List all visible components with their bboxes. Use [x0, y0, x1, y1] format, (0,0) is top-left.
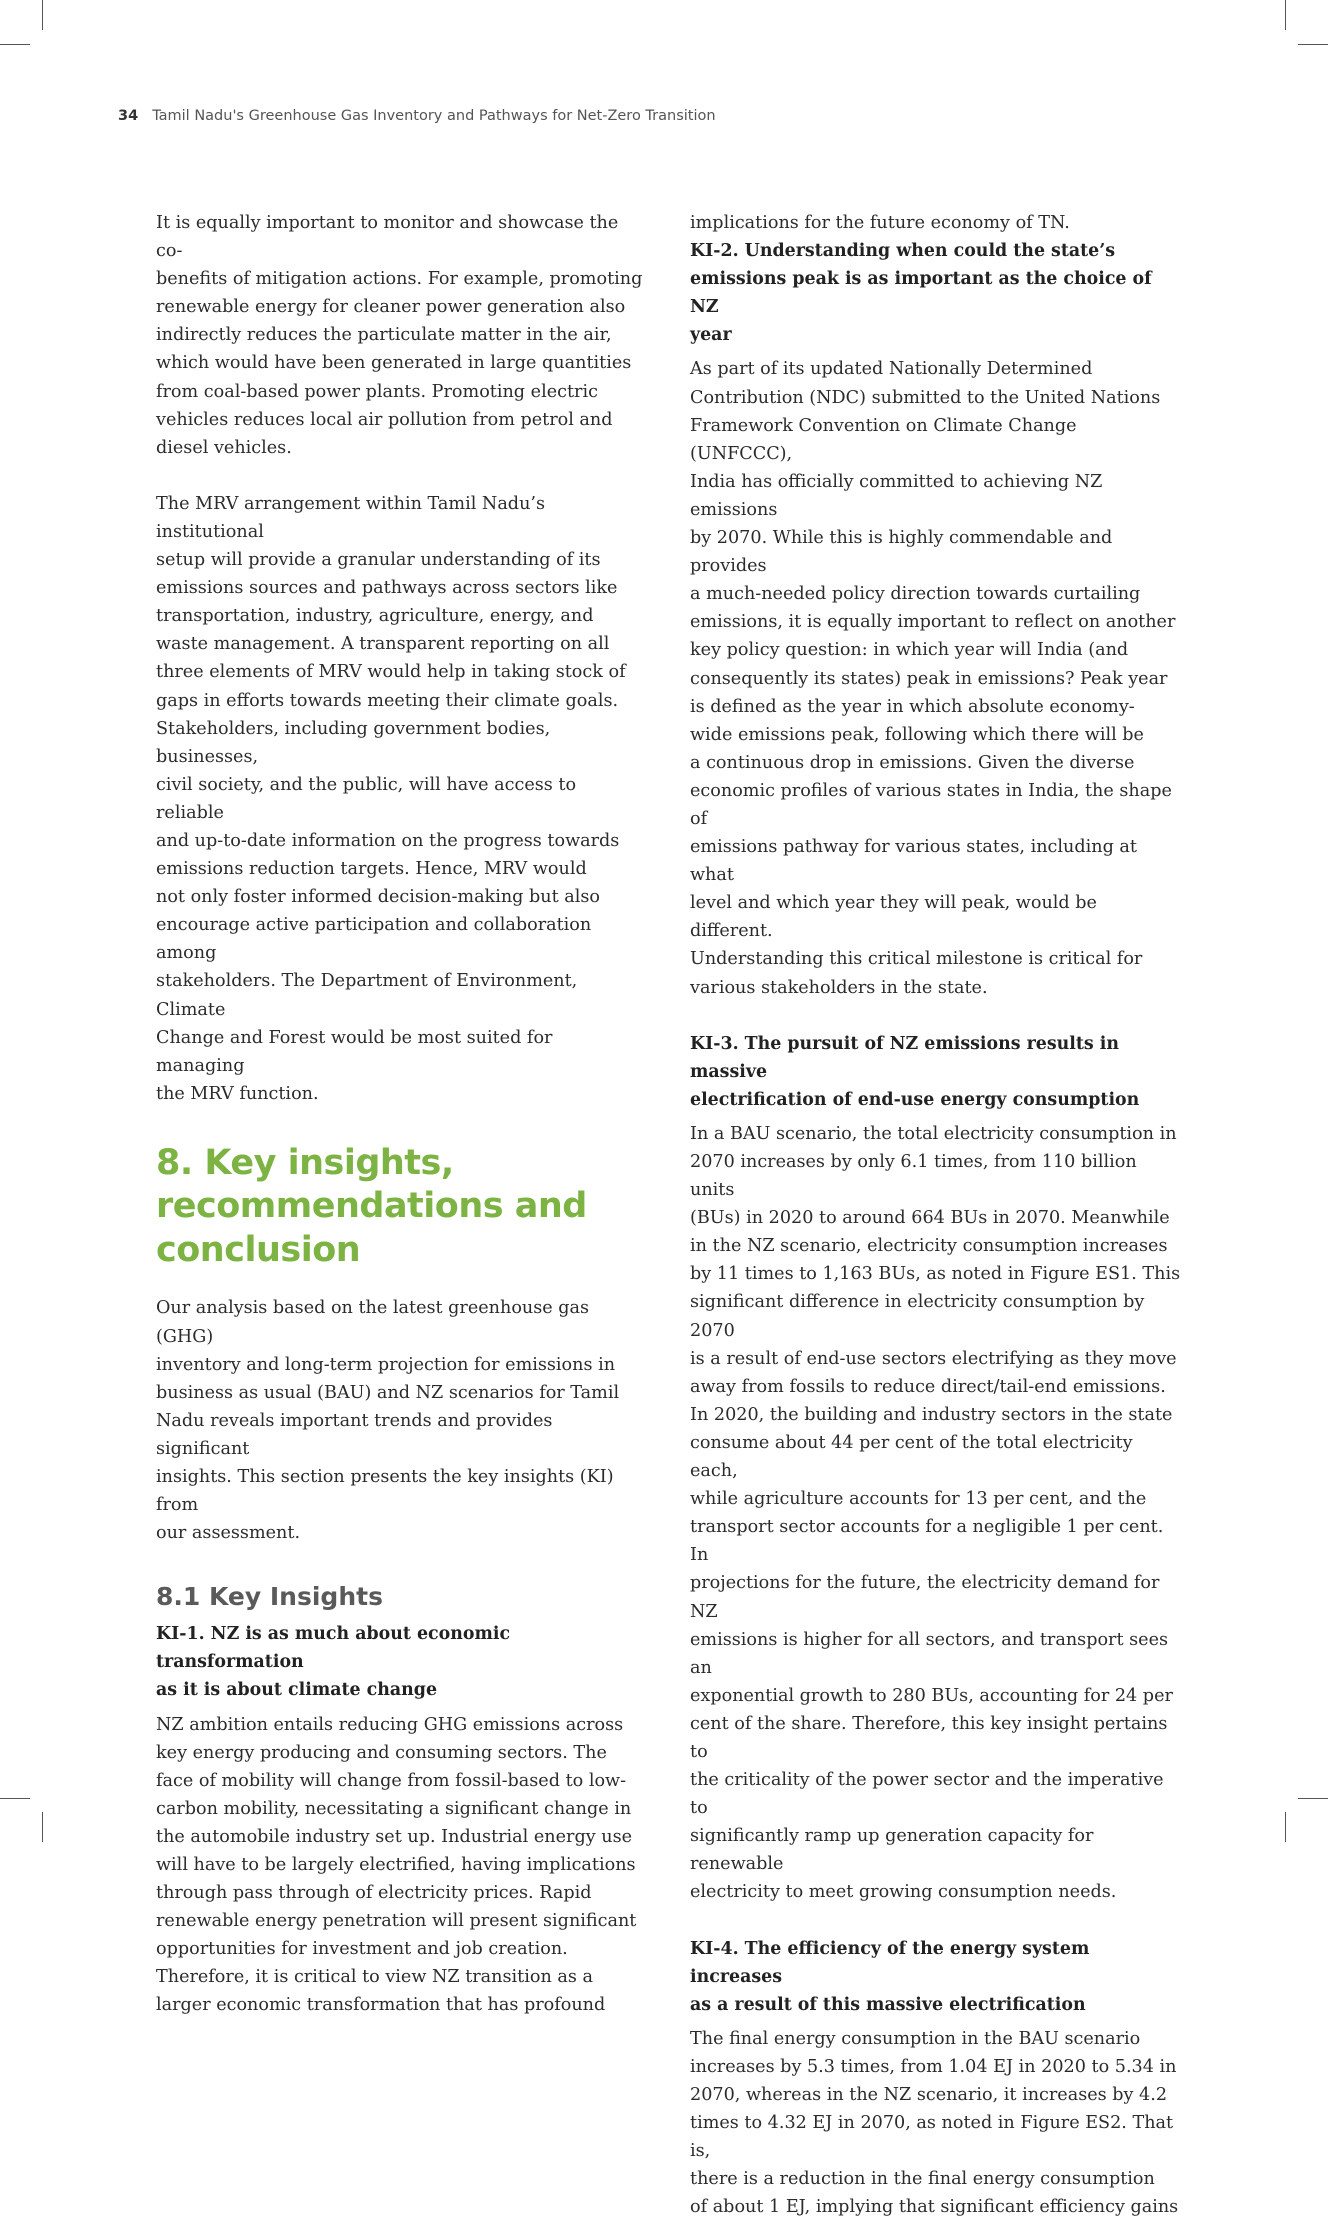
running-header — [118, 108, 716, 124]
crop-mark — [42, 1812, 43, 1842]
page-number: 34 — [118, 108, 139, 124]
paragraph-cobenefits: It is equally important to monitor and showcase the co- benefits of mitigation actions. For example, promoting renewable energy for cleaner power generation also indirectly reduces the particulate matter in the air, which would have been generated in large quantities from coal-based power plants. Promoting electric vehicles reduces local air pollution from petrol and diesel vehicles. — [156, 213, 643, 458]
paragraph-analysis: Our analysis based on the latest greenhouse gas (GHG) inventory and long-term projection for emissions in business as usual (BAU) and NZ scenarios for Tamil Nadu reveals important trends and provides significant insights. This section presents the key insights (KI) from our assessment. — [156, 1298, 620, 1544]
ki1-heading: KI-1. NZ is as much about economic transformation as it is about climate change — [156, 1624, 511, 1701]
paragraph-mrv: The MRV arrangement within Tamil Nadu’s institutional setup will provide a granular understanding of its emissions sources and pathways across sectors like transportation, industry, agriculture, energy, and waste management. A transparent reporting on all three elements of MRV would help in taking stock of gaps in efforts towards meeting their climate goals. Stakeholders, including government bodies, businesses, civil society, and the public, will have access to reliable and up-to-date information on the progress towards emissions reduction targets. Hence, MRV would not only foster informed decision-making but also encourage active participation and collaboration among stakeholders. The Department of Environment, Climate Change and Forest would be most suited for managing the MRV function. — [156, 493, 626, 1104]
subsection-heading: 8.1 Key Insights — [156, 1582, 383, 1612]
section-heading: 8. Key insights, recommendations and conclusion — [156, 1142, 587, 1270]
ki3-heading: KI-3. The pursuit of NZ emissions results in massive electrification of end-use energy consumption — [690, 1033, 1140, 1110]
ki2-heading: KI-2. Understanding when could the state’s emissions peak is as important as the choice of NZ year — [690, 241, 1152, 346]
crop-mark — [0, 1798, 30, 1799]
crop-mark — [0, 44, 30, 45]
crop-mark — [1285, 1812, 1286, 1842]
crop-mark — [1298, 44, 1328, 45]
ki1-body: NZ ambition entails reducing GHG emissions across key energy producing and consuming sectors. The face of mobility will change from fossil-based to low- carbon mobility, necessitating a significant change in the automobile industry set up. Industrial energy use will have to be largely electrified, having implications through pass through of electricity prices. Rapid renewable energy penetration will present significant opportunities for investment and job creation. Therefore, it is critical to view NZ transition as a larger economic transformation that has profound — [156, 1714, 637, 2016]
crop-mark — [42, 0, 43, 30]
ki2-body: As part of its updated Nationally Determined Contribution (NDC) submitted to the United Nations Framework Convention on Climate Change (UNFCCC), India has officially committed to achieving NZ emissions by 2070. While this is highly commendable and provides a much-needed policy direction towards curtailing emissions, it is equally important to reflect on another key policy question: in which year will India (and consequently its states) peak in emissions? Peak year is defined as the year in which absolute economy- wide emissions peak, following which there will be a continuous drop in emissions. Given the diverse economic profiles of various states in India, the shape of emissions pathway for various states, including at what level and which year they will peak, would be different. Understanding this critical milestone is critical for various stakeholders in the state. — [690, 359, 1176, 998]
crop-mark — [1298, 1798, 1328, 1799]
ki4-body: The final energy consumption in the BAU scenario increases by 5.3 times, from 1.04 EJ in 2020 to 5.34 in 2070, whereas in the NZ scenario, it increases by 4.2 times to 4.32 EJ in 2070, as noted in Figure ES2. That is, there is a reduction in the final energy consumption of about 1 EJ, implying that significant efficiency gains — [690, 2028, 1179, 2218]
paragraph-continuation: implications for the future economy of TN. — [690, 213, 1070, 233]
ki4-heading: KI-4. The efficiency of the energy system increases as a result of this massive electrification — [690, 1938, 1090, 2015]
document-title: Tamil Nadu's Greenhouse Gas Inventory and Pathways for Net-Zero Transition — [152, 108, 716, 124]
left-column — [156, 209, 646, 2020]
crop-mark — [1285, 0, 1286, 30]
ki3-body: In a BAU scenario, the total electricity consumption in 2070 increases by only 6.1 times, from 110 billion units (BUs) in 2020 to around 664 BUs in 2070. Meanwhile in the NZ scenario, electricity consumption increases by 11 times to 1,163 BUs, as noted in Figure ES1. This significant difference in electricity consumption by 2070 is a result of end-use sectors electrifying as they move away from fossils to reduce direct/tail-end emissions. In 2020, the building and industry sectors in the state consume about 44 per cent of the total electricity each, while agriculture accounts for 13 per cent, and the transport sector accounts for a negligible 1 per cent. In projections for the future, the electricity demand for NZ emissions is higher for all sectors, and transport sees an exponential growth to 280 BUs, accounting for 24 per cent of the share. Therefore, this key insight pertains to the criticality of the power sector and the imperative to significantly ramp up generation capacity for renewable electricity to meet growing consumption needs. — [690, 1123, 1181, 1903]
right-column — [690, 209, 1182, 2221]
